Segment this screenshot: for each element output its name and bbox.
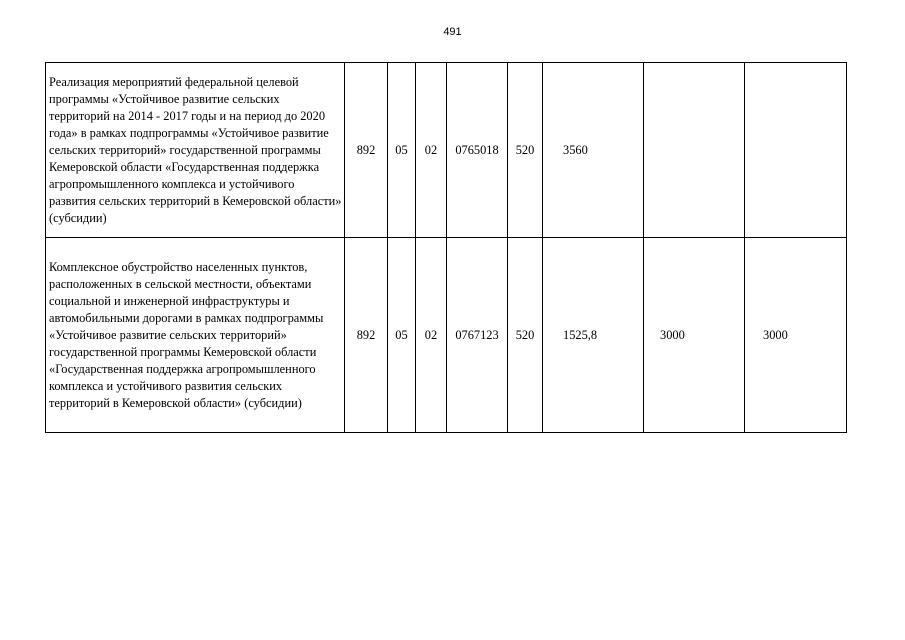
row-code: 892 <box>345 63 388 238</box>
row-amount-2: 3000 <box>644 238 745 433</box>
row-amount-2 <box>644 63 745 238</box>
row-expense-type: 520 <box>508 238 543 433</box>
row-description: Реализация мероприятий федеральной целевой программы «Устойчивое развитие сельских территорий на 2014 - 2017 годы и на период до 2020 года» в рамках подпрограммы «Устойчивое развитие сельских территорий» государственной программы Кемеровской области «Государственная поддержка агропромышленного комплекса и устойчивого развития сельских территорий в Кемеровской области» (субсидии) <box>46 63 345 238</box>
row-amount-1: 1525,8 <box>543 238 644 433</box>
row-section: 05 <box>388 63 416 238</box>
row-section: 05 <box>388 238 416 433</box>
row-amount-3 <box>745 63 847 238</box>
row-subsection: 02 <box>416 63 447 238</box>
row-amount-1: 3560 <box>543 63 644 238</box>
row-subsection: 02 <box>416 238 447 433</box>
row-amount-3: 3000 <box>745 238 847 433</box>
budget-table <box>45 62 847 433</box>
table-row <box>46 238 847 433</box>
row-target: 0767123 <box>447 238 508 433</box>
page-number: 491 <box>443 26 462 38</box>
row-target: 0765018 <box>447 63 508 238</box>
row-description: Комплексное обустройство населенных пунктов, расположенных в сельской местности, объектами социальной и инженерной инфраструктуры и автомобильными дорогами в рамках подпрограммы «Устойчивое развитие сельских территорий» государственной программы Кемеровской области «Государственная поддержка агропромышленного комплекса и устойчивого развития сельских территорий в Кемеровской области» (субсидии) <box>46 238 345 433</box>
row-expense-type: 520 <box>508 63 543 238</box>
row-code: 892 <box>345 238 388 433</box>
table-row <box>46 63 847 238</box>
